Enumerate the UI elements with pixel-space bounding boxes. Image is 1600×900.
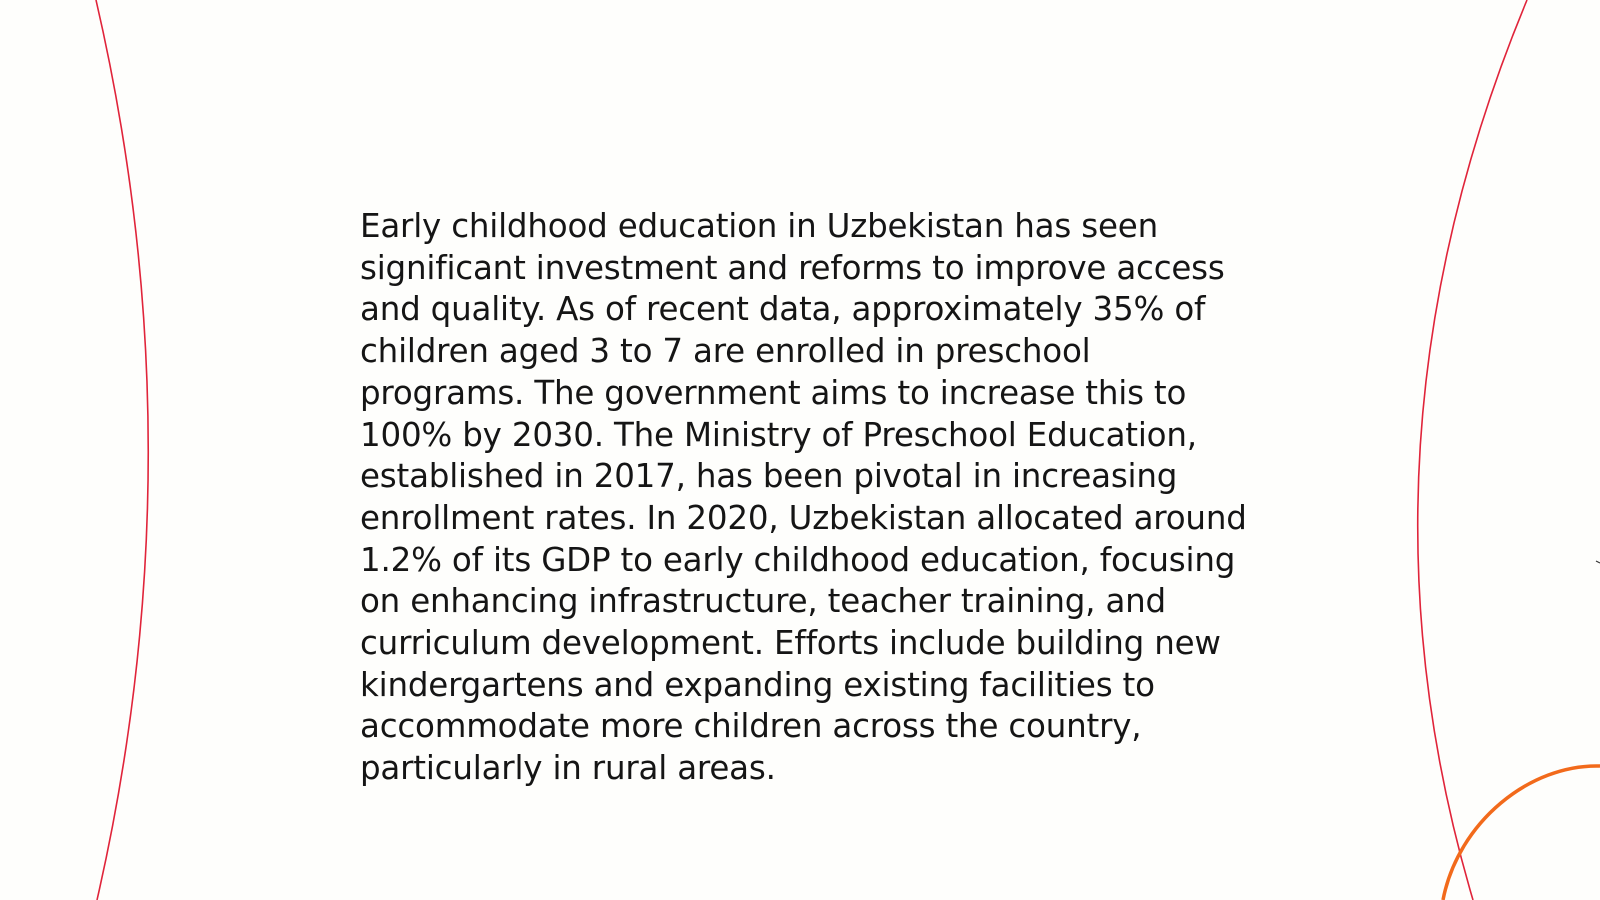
edge-mark: [1596, 561, 1600, 563]
right-arc-line: [1418, 0, 1527, 900]
left-arc-line: [96, 0, 148, 900]
body-paragraph: Early childhood education in Uzbekistan has seen significant investment and reforms to improve access and quality. As of recent data, approximately 35% of children aged 3 to 7 are enrolled in preschool programs. The government aims to increase this to 100% by 2030. The Ministry of Preschool Education, established in 2017, has been pivotal in increasing enrollment rates. In 2020, Uzbekistan allocated around 1.2% of its GDP to early childhood education, focusing on enhancing infrastructure, teacher training, and curriculum development. Efforts include building new kindergartens and expanding existing facilities to accommodate more children across the country, particularly in rural areas.: [360, 207, 1247, 788]
